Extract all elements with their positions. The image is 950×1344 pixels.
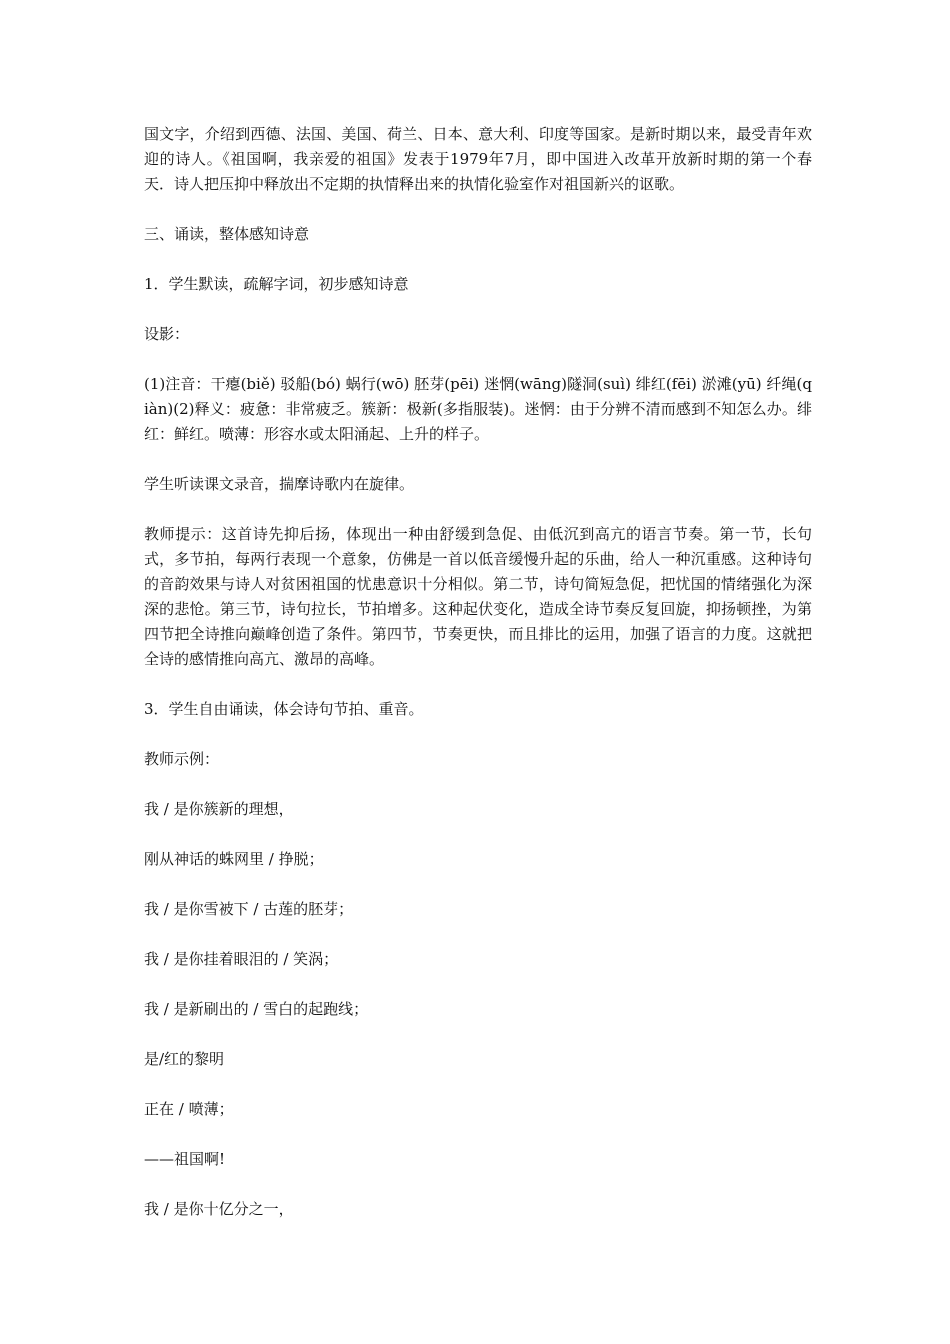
step-3-heading: 3．学生自由诵读，体会诗句节拍、重音。 (144, 700, 424, 718)
poem-line: ——祖国啊! (144, 1150, 226, 1168)
poem-line: 刚从神话的蛛网里 / 挣脱； (144, 850, 324, 868)
poem-line: 我 / 是你十亿分之一， (144, 1200, 294, 1218)
teacher-tip-paragraph: 教师提示：这首诗先抑后扬，体现出一种由舒缓到急促、由低沉到高亢的语言节奏。第一节，长句式，多节拍，每两行表现一个意象，仿佛是一首以低音缓慢升起的乐曲，给人一种沉重感。这种诗句的音韵效果与诗人对贫困祖国的忧患意识十分相似。第二节，诗句简短急促，把忧国的情绪强化为深深的悲怆。第三节，诗句拉长，节拍增多。这种起伏变化，造成全诗节奏反复回旋，抑扬顿挫，为第四节把全诗推向巅峰创造了条件。第四节，节奏更快，而且排比的运用，加强了语言的力度。这就把全诗的感情推向高亢、激昂的高峰。 (144, 525, 812, 668)
poem-line: 是/红的黎明 (144, 1050, 225, 1068)
poem-line: 我 / 是新刷出的 / 雪白的起跑线； (144, 1000, 369, 1018)
poem-line: 我 / 是你挂着眼泪的 / 笑涡； (144, 950, 339, 968)
poem-line: 我 / 是你簇新的理想， (144, 800, 294, 818)
poem-line: 正在 / 喷薄； (144, 1100, 234, 1118)
document-body (144, 122, 812, 1222)
section-heading-recitation: 三、诵读，整体感知诗意 (144, 225, 310, 243)
intro-paragraph: 国文字，介绍到西德、法国、美国、荷兰、日本、意大利、印度等国家。是新时期以来，最受青年欢迎的诗人。《祖国啊，我亲爱的祖国》发表于1979年7月，即中国进入改革开放新时期的第一个春天．诗人把压抑中释放出不定期的执情释出来的执情化验室作对祖国新兴的讴歌。 (144, 125, 812, 193)
projection-label: 设影： (144, 325, 190, 343)
step-1-heading: 1．学生默读，疏解字词，初步感知诗意 (144, 275, 409, 293)
vocabulary-paragraph: (1)注音：干瘪(biě) 驳船(bó) 蜗行(wō) 胚芽(pēi) 迷惘(wāng)隧洞(suì) 绯红(fēi) 淤滩(yū) 纤绳(qiàn)(2)释义：疲惫：非常疲乏。簇新：极新(多指服装)。迷惘：由于分辨不清而感到不知怎么办。绯红：鲜红。喷薄：形容水或太阳涌起、上升的样子。 (144, 375, 812, 443)
teacher-example-label: 教师示例： (144, 750, 220, 768)
poem-line: 我 / 是你雪被下 / 古莲的胚芽； (144, 900, 354, 918)
listening-paragraph: 学生听读课文录音，揣摩诗歌内在旋律。 (144, 475, 415, 493)
